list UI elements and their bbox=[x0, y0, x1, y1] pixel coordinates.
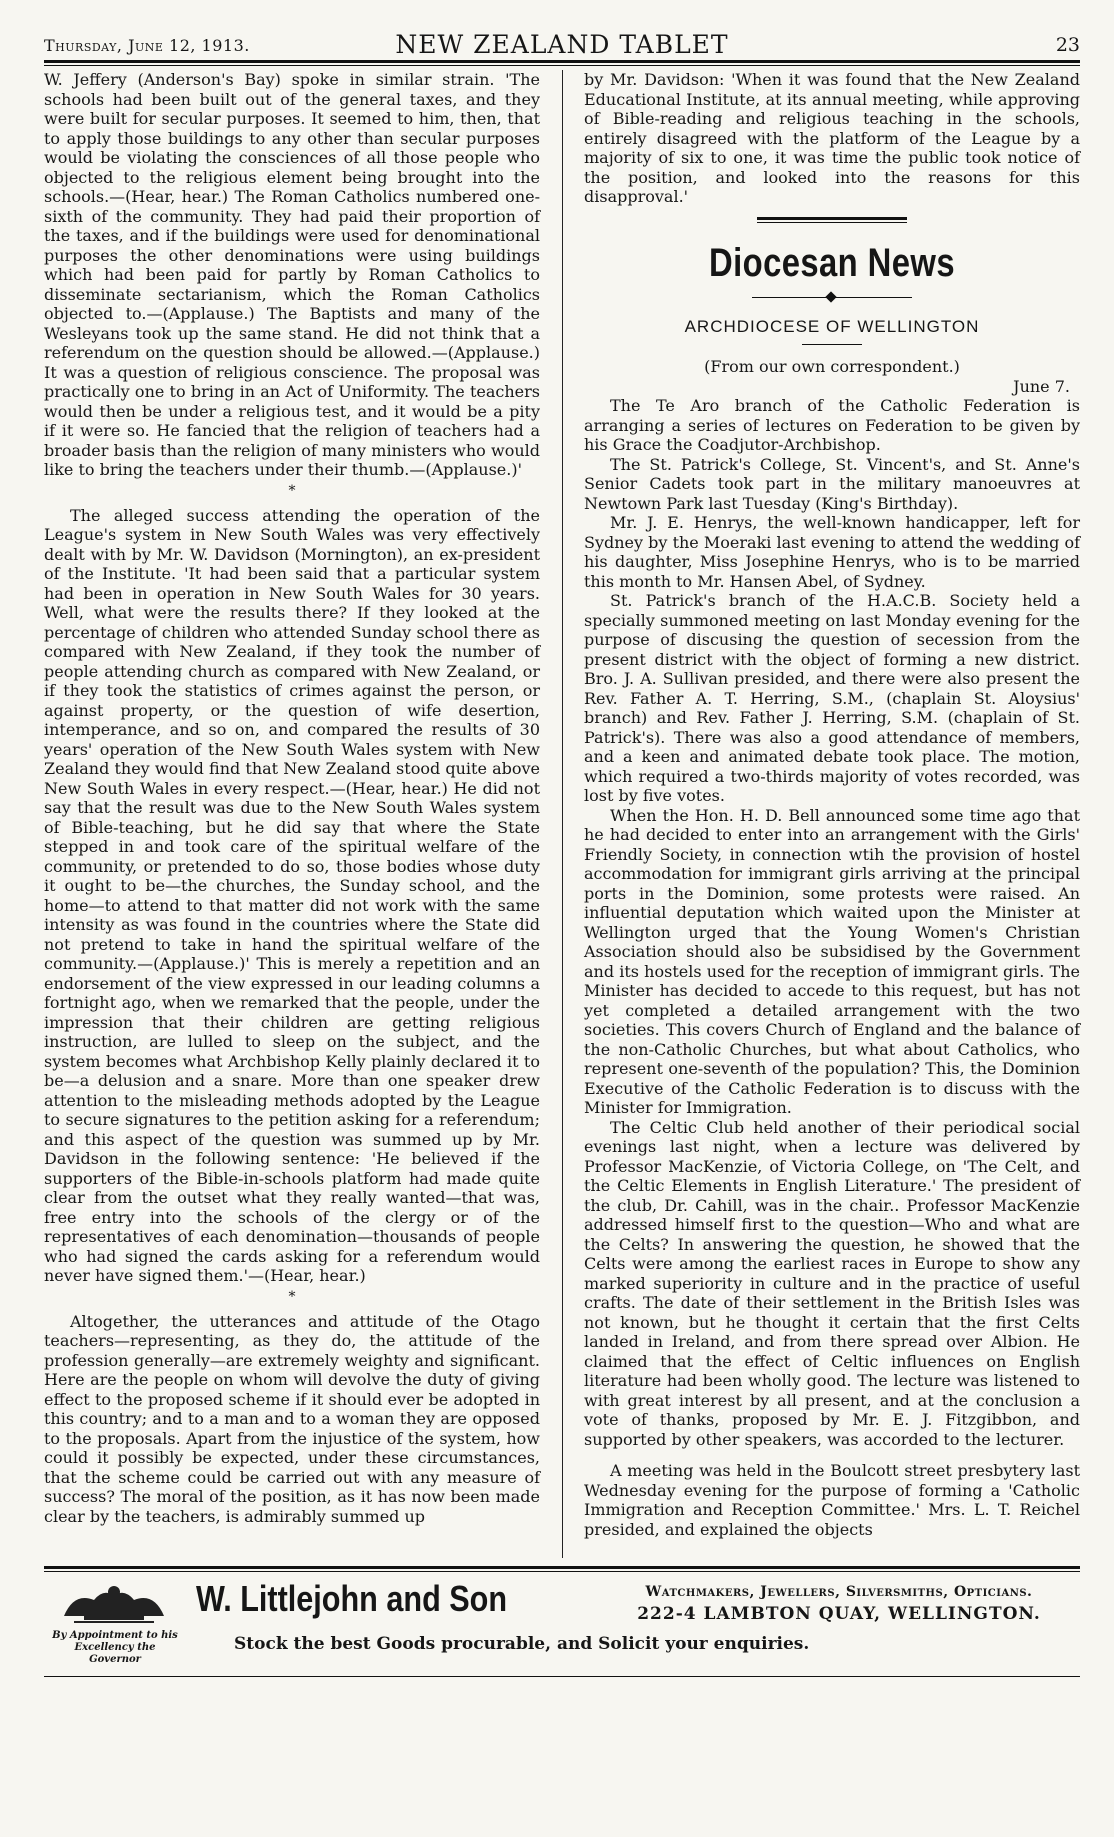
right-column bbox=[584, 70, 1080, 1539]
header-rule bbox=[44, 60, 1080, 66]
news-paragraph: The St. Patrick's College, St. Vincent's, and St. Anne's Senior Cadets took part in the military manoeuvres at Newtown Park last Tuesday (King's Birthday). bbox=[584, 454, 1080, 513]
article-paragraph: Altogether, the utterances and attitude of the Otago teachers—representing, as they do, the attitude of the profession generally—are extremely weighty and significant. Here are the people on whom will devolve the duty of giving effect to the proposed scheme if it should ever be adopted in this country; and to a man and to a woman they are opposed to the proposals. Apart from the injustice of the system, how could it possibly be expected, under these circumstances, that the scheme could be carried out with any measure of success? The moral of the position, as it has now been made clear by the teachers, is admirably summed up bbox=[44, 1311, 540, 1526]
trade-list: Watchmakers, Jewellers, Silversmiths, Opticians. bbox=[645, 1584, 1033, 1600]
page-number: 23 bbox=[1055, 34, 1080, 56]
short-divider bbox=[802, 344, 862, 345]
column-separator bbox=[562, 70, 563, 1558]
bottom-rule bbox=[44, 1676, 1080, 1677]
section-break-star: * bbox=[288, 482, 296, 499]
issue-date: Thursday, June 12, 1913. bbox=[44, 36, 250, 55]
news-paragraph: St. Patrick's branch of the H.A.C.B. Society held a specially summoned meeting on last Monday evening for the purpose of discusing the question of secession from the present district with the object of forming a new district. Bro. J. A. Sullivan presided, and there were also present the Rev. Father A. T. Herring, S.M., (chaplain St. Aloysius' branch) and Rev. Father J. Herring, S.M. (chaplain of St. Patrick's). There was also a good attendance of members, and a keen and animated debate took place. The motion, which required a two-thirds majority of votes recorded, was lost by five votes. bbox=[584, 591, 1080, 805]
left-column bbox=[44, 70, 540, 1526]
ornamental-rule bbox=[752, 293, 912, 303]
news-paragraph: The Celtic Club held another of their periodical social evenings last night, when a lecture was delivered by Professor MacKenzie, of Victoria College, on 'The Celt, and the Celtic Elements in English Literature.' The president of the club, Dr. Cahill, was in the chair.. Professor MacKenzie addressed himself first to the question—Who and what are the Celts? In answering the question, he showed that the Celts were among the earliest races in Europe to show any marked superiority in culture and in the practice of useful crafts. The date of their settlement in the British Isles was not known, but he thought it certain that the first Celts landed in Ireland, and from there spread over Albion. He claimed that the effect of Celtic influences on English literature had been wholly good. The lecture was listened to with great interest by all present, and at the conclusion a vote of thanks, proposed by Mr. E. J. Fitzgibbon, and supported by other speakers, was accorded to the lecturer. bbox=[584, 1117, 1080, 1449]
royal-appointment: By Appointment to his Excellency the Governor bbox=[52, 1630, 178, 1665]
news-paragraph: The Te Aro branch of the Catholic Federation is arranging a series of lectures on Federation to be given by his Grace the Coadjutor-Archbishop. bbox=[584, 396, 1080, 454]
news-paragraph: Mr. J. E. Henrys, the well-known handicapper, left for Sydney by the Moeraki last evening to attend the wedding of his daughter, Miss Josephine Henrys, who is to be married this month to Mr. Hansen Abel, of Sydney. bbox=[584, 513, 1080, 591]
section-break-star: * bbox=[288, 1288, 296, 1305]
dateline: June 7. bbox=[1013, 376, 1070, 396]
publication-title: NEW ZEALAND TABLET bbox=[395, 30, 729, 59]
section-title: Diocesan News bbox=[709, 240, 955, 285]
section-divider bbox=[757, 217, 907, 223]
section-subheading: ARCHDIOCESE OF WELLINGTON bbox=[684, 316, 980, 336]
page-header bbox=[44, 28, 1080, 58]
firm-address: 222-4 LAMBTON QUAY, WELLINGTON. bbox=[637, 1604, 1041, 1624]
byline: (From our own correspondent.) bbox=[704, 357, 960, 376]
advertisement bbox=[44, 1578, 1080, 1668]
footer-rule bbox=[44, 1566, 1080, 1572]
firm-name: W. Littlejohn and Son bbox=[196, 1578, 508, 1619]
article-paragraph: The alleged success attending the operation of the League's system in New South Wales was very effectively dealt with by Mr. W. Davidson (Mornington), an ex-president of the Institute. 'It had been said that a particular system had been in operation in New South Wales for 30 years. Well, what were the results there? If they looked at the percentage of children who attended Sunday school there as compared with New Zealand, if they took the number of people attending church as compared with New Zealand, or if they took the statistics of crimes against the person, or against property, or the question of wife desertion, intemperance, and so on, and compared the results of 30 years' operation of the New South Wales system with New Zealand they would find that New Zealand stood quite above New South Wales in every respect.—(Hear, hear.) He did not say that the result was due to the New South Wales system of Bible-teaching, but he did say that where the State stepped in and took care of the spiritual welfare of the community, or pretended to do so, those bodies whose duty it ought to be—the churches, the Sunday school, and the home—to attend to that matter did not work with the same intensity as was found in the countries where the State did not pretend to take in hand the spiritual welfare of the community.—(Applause.)' This is merely a repetition and an endorsement of the view expressed in our leading columns a fortnight ago, when we remarked that the people, under the impression that their children are getting religious instruction, are lulled to sleep on the subject, and the system becomes what Archbishop Kelly plainly declared it to be—a delusion and a snare. More than one speaker drew attention to the misleading methods adopted by the League to secure signatures to the petition asking for a referendum; and this aspect of the question was summed up by Mr. Davidson in the following sentence: 'He believed if the supporters of the Bible-in-schools platform had made quite clear from the outset what they really wanted—that was, free entry into the schools of the clergy or of the representatives of each denomination—thousands of people who had signed the cards asking for a referendum would never have signed them.'—(Hear, hear.) bbox=[44, 505, 540, 1285]
newspaper-page bbox=[44, 28, 1080, 1818]
news-paragraph: When the Hon. H. D. Bell announced some time ago that he had decided to enter into an arrangement with the Girls' Friendly Society, in connection wtih the provision of hostel accommodation for immigrant girls arriving at the principal ports in the Dominion, some protests were raised. An influential deputation which waited upon the Minister at Wellington urged that the Young Women's Christian Association should also be subsidised by the Government and its hostels used for the reception of immigrant girls. The Minister has decided to accede to this request, but has not yet completed a detailed arrangement with the two societies. This covers Church of England and the balance of the non-Catholic Churches, but what about Catholics, who represent one-seventh of the population? This, the Dominion Executive of the Catholic Federation is to discuss with the Minister for Immigration. bbox=[584, 805, 1080, 1117]
news-paragraph: A meeting was held in the Boulcott street presbytery last Wednesday evening for the purpose of forming a 'Catholic Immigration and Reception Committee.' Mrs. L. T. Reichel presided, and explained the objects bbox=[584, 1461, 1080, 1539]
article-paragraph: by Mr. Davidson: 'When it was found that the New Zealand Educational Institute, at its annual meeting, while approving of Bible-reading and religious teaching in the schools, entirely disagreed with the platform of the League by a majority of six to one, it was time the public took notice of the position, and looked into the reasons for this disapproval.' bbox=[584, 70, 1080, 206]
royal-crest-icon bbox=[54, 1582, 174, 1626]
ad-tagline: Stock the best Goods procurable, and Solicit your enquiries. bbox=[234, 1634, 810, 1654]
article-paragraph: W. Jeffery (Anderson's Bay) spoke in similar strain. 'The schools had been built out of the general taxes, and they were built for secular purposes. It seemed to him, then, that to apply those buildings to any other than secular purposes would be violating the consciences of all those people who objected to the religious element being brought into the schools.—(Hear, hear.) The Roman Catholics numbered one-sixth of the community. They had paid their proportion of the taxes, and if the buildings were used for denominational purposes the other denominations were using buildings which had been paid for partly by Roman Catholics to disseminate sectarianism, which the Roman Catholics objected to.—(Applause.) The Baptists and many of the Wesleyans took up the same stand. He did not think that a referendum on the question should be allowed.—(Applause.) It was a question of religious conscience. The proposal was practically one to bring in an Act of Uniformity. The teachers would then be under a religious test, and it would be a pity if it were so. He fancied that the religion of teachers had a broader basis than the religion of many ministers who would like to bring the teachers under their thumb.—(Applause.)' bbox=[44, 70, 540, 479]
